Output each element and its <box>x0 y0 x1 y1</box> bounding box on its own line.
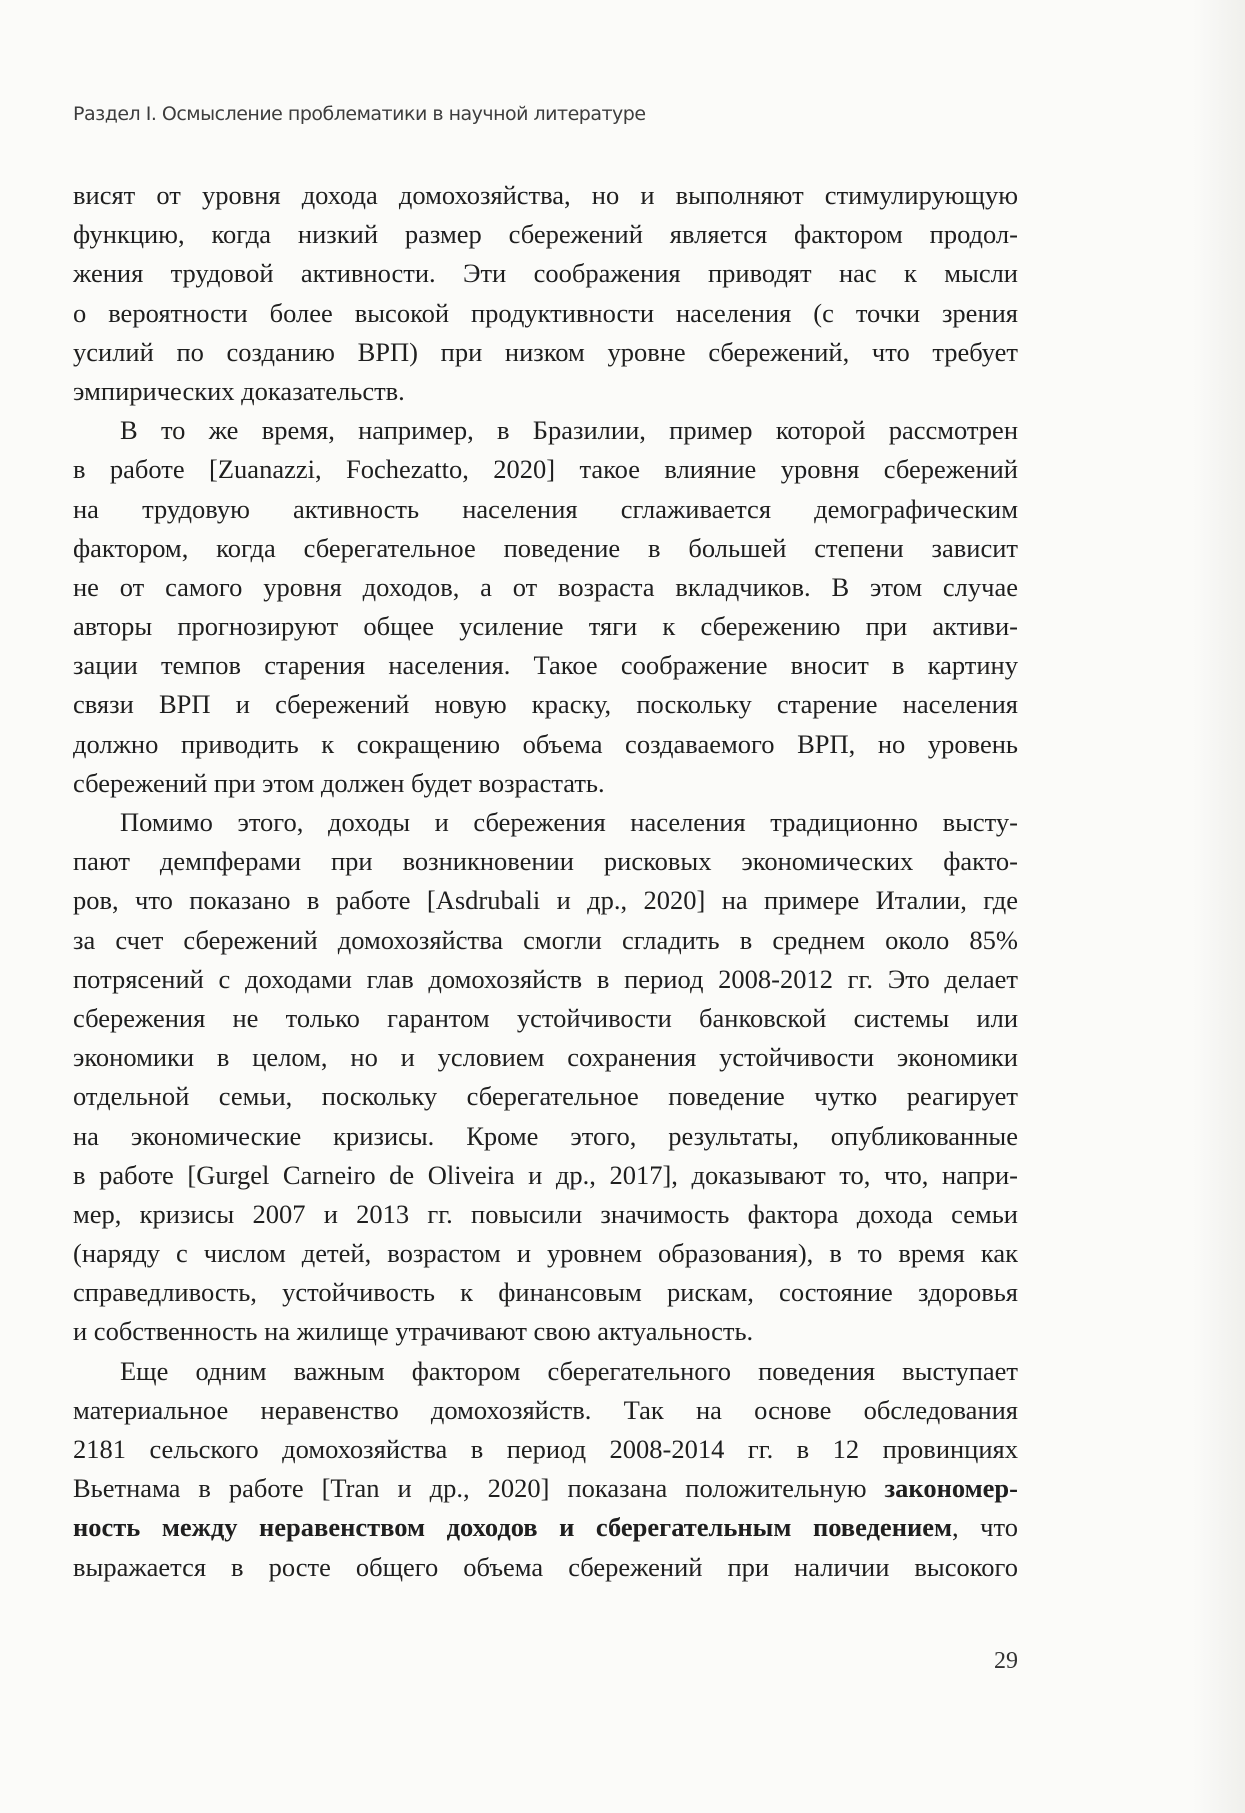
line-text: на трудовую активность населения сглаживается демографическим <box>73 493 1018 524</box>
line-text: зации темпов старения населения. Такое соображение вносит в картину <box>73 650 1018 681</box>
text-line <box>73 1234 1018 1273</box>
text-line <box>73 294 1018 333</box>
line-text: не от самого уровня доходов, а от возраста вкладчиков. В этом случае <box>73 571 1018 602</box>
page-number: 29 <box>994 1648 1018 1674</box>
text-line <box>73 450 1018 489</box>
line-text: В то же время, например, в Бразилии, пример которой рассмотрен <box>120 415 1018 446</box>
text-line <box>73 1430 1018 1469</box>
line-text: должно приводить к сокращению объема создаваемого ВРП, но уровень <box>73 728 1018 759</box>
text-line <box>73 372 1018 411</box>
text-line <box>73 568 1018 607</box>
text-line <box>73 881 1018 920</box>
running-head: Раздел I. Осмысление проблематики в научной литературе <box>73 103 646 125</box>
line-text: в работе [Gurgel Carneiro de Oliveira и др., 2017], доказывают то, что, напри- <box>73 1159 1018 1190</box>
text-line <box>73 1312 1018 1351</box>
line-text: мер, кризисы 2007 и 2013 гг. повысили значимость фактора дохода семьи <box>73 1198 1018 1229</box>
text-line <box>73 333 1018 372</box>
text-line <box>73 176 1018 215</box>
text-line <box>73 1156 1018 1195</box>
line-text: ров, что показано в работе [Asdrubali и др., 2020] на примере Италии, где <box>73 885 1018 916</box>
line-text: фактором, когда сберегательное поведение в большей степени зависит <box>73 532 1018 563</box>
line-text: (наряду с числом детей, возрастом и уровнем образования), в то время как <box>73 1238 1018 1269</box>
line-text: висят от уровня дохода домохозяйства, но и выполняют стимулирующую <box>73 180 1018 210</box>
text-line <box>73 215 1018 254</box>
line-text: на экономические кризисы. Кроме этого, результаты, опубликованные <box>73 1120 1018 1151</box>
text-line <box>73 842 1018 881</box>
text-line <box>73 999 1018 1038</box>
line-text: Еще одним важным фактором сберегательного поведения выступает <box>120 1355 1018 1386</box>
text-line <box>73 1508 1018 1547</box>
line-text: сбережения не только гарантом устойчивости банковской системы или <box>73 1002 1018 1033</box>
text-line <box>73 1077 1018 1116</box>
line-text: за счет сбережений домохозяйства смогли сгладить в среднем около 85% <box>73 924 1018 955</box>
line-text: экономики в целом, но и условием сохранения устойчивости экономики <box>73 1042 1018 1073</box>
text-line <box>73 921 1018 960</box>
text-line <box>73 685 1018 724</box>
line-text: , что <box>952 1512 1018 1543</box>
line-text: сбережений при этом должен будет возрастать. <box>73 767 605 798</box>
text-line <box>73 411 1018 450</box>
line-text: отдельной семьи, поскольку сберегательное поведение чутко реагирует <box>73 1081 1018 1112</box>
line-text: справедливость, устойчивость к финансовым рискам, состояние здоровья <box>73 1277 1018 1308</box>
text-line <box>73 725 1018 764</box>
text-line <box>73 1548 1018 1587</box>
line-text: материальное неравенство домохозяйств. Так на основе обследования <box>73 1394 1018 1425</box>
text-line <box>73 529 1018 568</box>
body-text <box>73 176 1018 1587</box>
line-text: Вьетнама в работе [Tran и др., 2020] показана положительную <box>73 1473 867 1504</box>
text-line <box>73 764 1018 803</box>
text-line <box>73 1352 1018 1391</box>
line-text: связи ВРП и сбережений новую краску, поскольку старение населения <box>73 689 1018 720</box>
line-text: усилий по созданию ВРП) при низком уровне сбережений, что требует <box>73 336 1018 367</box>
line-text: выражается в росте общего объема сбережений при наличии высокого <box>73 1551 1018 1582</box>
text-line <box>73 1273 1018 1312</box>
text-line <box>73 1195 1018 1234</box>
text-line <box>73 254 1018 293</box>
line-text: эмпирических доказательств. <box>73 375 405 406</box>
text-line <box>73 1038 1018 1077</box>
text-line <box>73 803 1018 842</box>
line-text: Помимо этого, доходы и сбережения населения традиционно высту- <box>120 807 1018 837</box>
emphasis-text: закономер- <box>884 1473 1018 1504</box>
line-text: пают демпферами при возникновении рисковых экономических факто- <box>73 846 1018 877</box>
line-text: функцию, когда низкий размер сбережений является фактором продол- <box>73 219 1018 250</box>
page-edge-shading <box>1193 0 1245 1813</box>
text-line <box>73 490 1018 529</box>
text-line <box>73 1391 1018 1430</box>
line-text: жения трудовой активности. Эти соображения приводят нас к мысли <box>73 258 1018 289</box>
text-line <box>73 646 1018 685</box>
text-line <box>73 607 1018 646</box>
text-line <box>73 1469 1018 1508</box>
line-text: и собственность на жилище утрачивают свою актуальность. <box>73 1316 754 1347</box>
line-text: авторы прогнозируют общее усиление тяги к сбережению при активи- <box>73 611 1018 642</box>
text-line <box>73 1117 1018 1156</box>
line-text: в работе [Zuanazzi, Fochezatto, 2020] такое влияние уровня сбережений <box>73 454 1018 485</box>
text-line <box>73 960 1018 999</box>
line-text: о вероятности более высокой продуктивности населения (с точки зрения <box>73 297 1018 328</box>
line-text: потрясений с доходами глав домохозяйств в период 2008-2012 гг. Это делает <box>73 963 1018 994</box>
emphasis-text: ность между неравенством доходов и сберегательным поведением <box>73 1512 953 1543</box>
line-text: 2181 сельского домохозяйства в период 2008-2014 гг. в 12 провинциях <box>73 1434 1018 1464</box>
